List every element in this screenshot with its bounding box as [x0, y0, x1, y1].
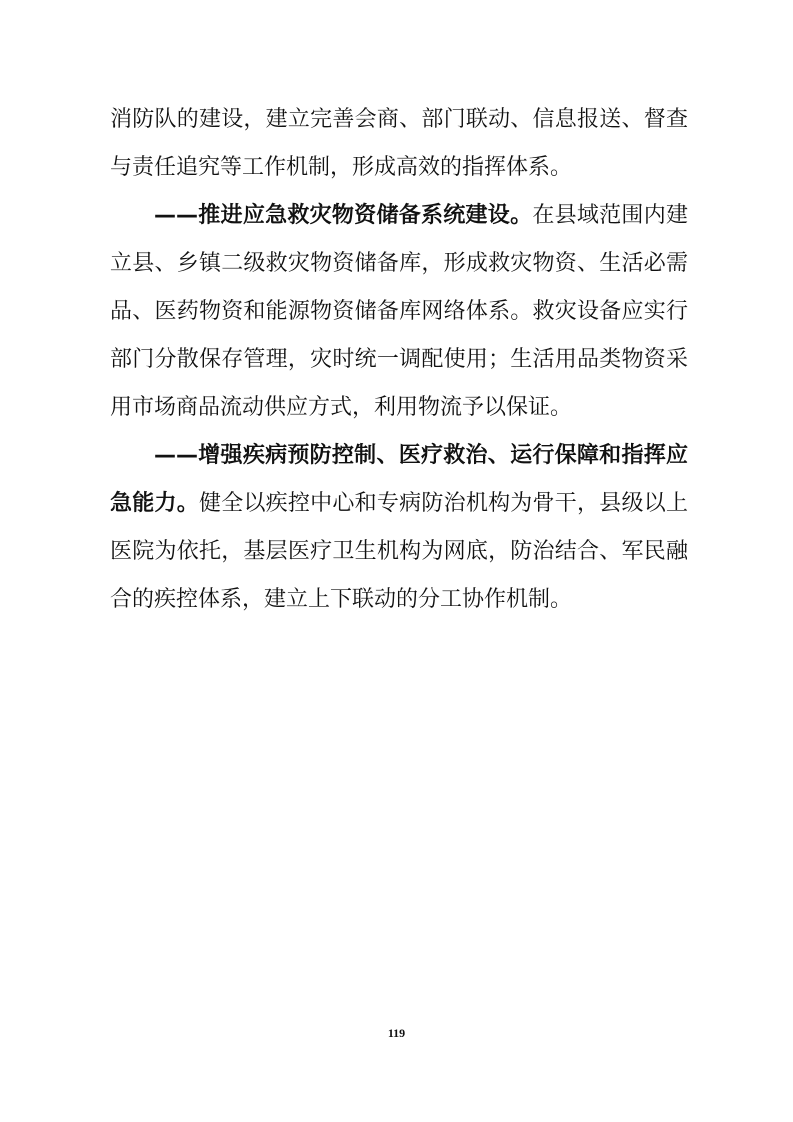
paragraph-supply-reserve-text: 在县域范围内建立县、乡镇二级救灾物资储备库，形成救灾物资、生活必需品、医药物资和能源物资储备库网络体系。救灾设备应实行部门分散保存管理，灾时统一调配使用；生活用品类物资采用市场商品流动供应方式，利用物流予以保证。 — [110, 203, 688, 420]
page-number: 119 — [387, 1026, 406, 1040]
paragraph-supply-reserve — [110, 192, 688, 432]
paragraph-disease-control-heading: ——增强疾病预防控制、医疗救治、运行保障和指挥应急能力。 — [110, 443, 688, 516]
paragraph-continuation-text: 消防队的建设，建立完善会商、部门联动、信息报送、督查与责任追究等工作机制，形成高效的指挥体系。 — [110, 107, 688, 180]
paragraph-supply-reserve-heading: ——推进应急救灾物资储备系统建设。 — [154, 203, 533, 228]
paragraph-disease-control-text: 健全以疾控中心和专病防治机构为骨干，县级以上医院为依托，基层医疗卫生机构为网底，防治结合、军民融合的疾控体系，建立上下联动的分工协作机制。 — [110, 491, 688, 612]
paragraph-continuation — [110, 96, 688, 192]
document-body — [110, 96, 688, 624]
paragraph-disease-control — [110, 432, 688, 624]
